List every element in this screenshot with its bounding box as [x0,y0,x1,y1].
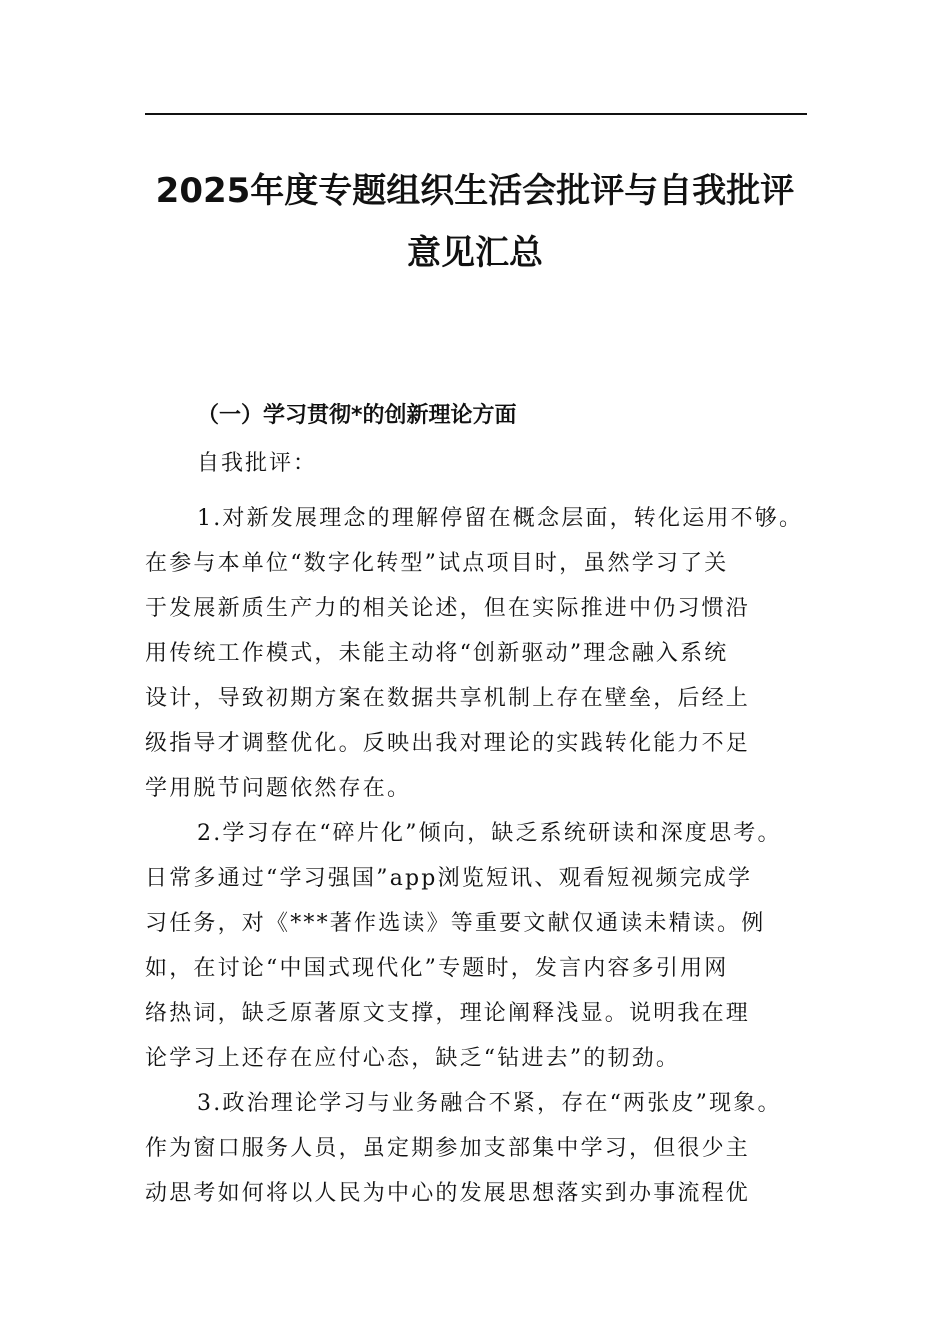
paragraph-line: 设计，导致初期方案在数据共享机制上存在壁垒，后经上 [145,686,751,711]
document-title [120,160,830,284]
paragraph-line: 习任务，对《***著作选读》等重要文献仅通读未精读。例 [145,911,766,936]
header-rule [145,113,807,115]
paragraph-line: 作为窗口服务人员，虽定期参加支部集中学习，但很少主 [145,1136,751,1161]
title-line-1: 2025年度专题组织生活会批评与自我批评 [155,171,795,211]
paragraph-2 [145,811,810,1081]
paragraph-1 [145,496,810,811]
paragraph-line: 动思考如何将以人民为中心的发展思想落实到办事流程优 [145,1181,751,1206]
title-line-2: 意见汇总 [407,233,543,273]
paragraph-line: 级指导才调整优化。反映出我对理论的实践转化能力不足 [145,731,751,756]
paragraph-line: 于发展新质生产力的相关论述，但在实际推进中仍习惯沿 [145,596,751,621]
section-heading: （一）学习贯彻*的创新理论方面 [197,403,517,428]
paragraph-line: 用传统工作模式，未能主动将“创新驱动”理念融入系统 [145,641,729,666]
self-criticism-label: 自我批评： [197,451,318,476]
paragraph-line: 在参与本单位“数字化转型”试点项目时，虽然学习了关 [145,551,729,576]
paragraph-line: 论学习上还存在应付心态，缺乏“钻进去”的韧劲。 [145,1046,681,1071]
paragraph-line: 日常多通过“学习强国”app浏览短讯、观看短视频完成学 [145,866,753,891]
paragraph-line: 2.学习存在“碎片化”倾向，缺乏系统研读和深度思考。 [197,821,782,846]
paragraph-line: 如，在讨论“中国式现代化”专题时，发言内容多引用网 [145,956,729,981]
paragraph-3 [145,1081,810,1216]
paragraph-line: 络热词，缺乏原著原文支撑，理论阐释浅显。说明我在理 [145,1001,751,1026]
document-body [145,400,810,1216]
paragraph-line: 3.政治理论学习与业务融合不紧，存在“两张皮”现象。 [197,1091,782,1116]
paragraph-line: 1.对新发展理念的理解停留在概念层面，转化运用不够。 [197,506,804,531]
paragraph-line: 学用脱节问题依然存在。 [145,776,412,801]
